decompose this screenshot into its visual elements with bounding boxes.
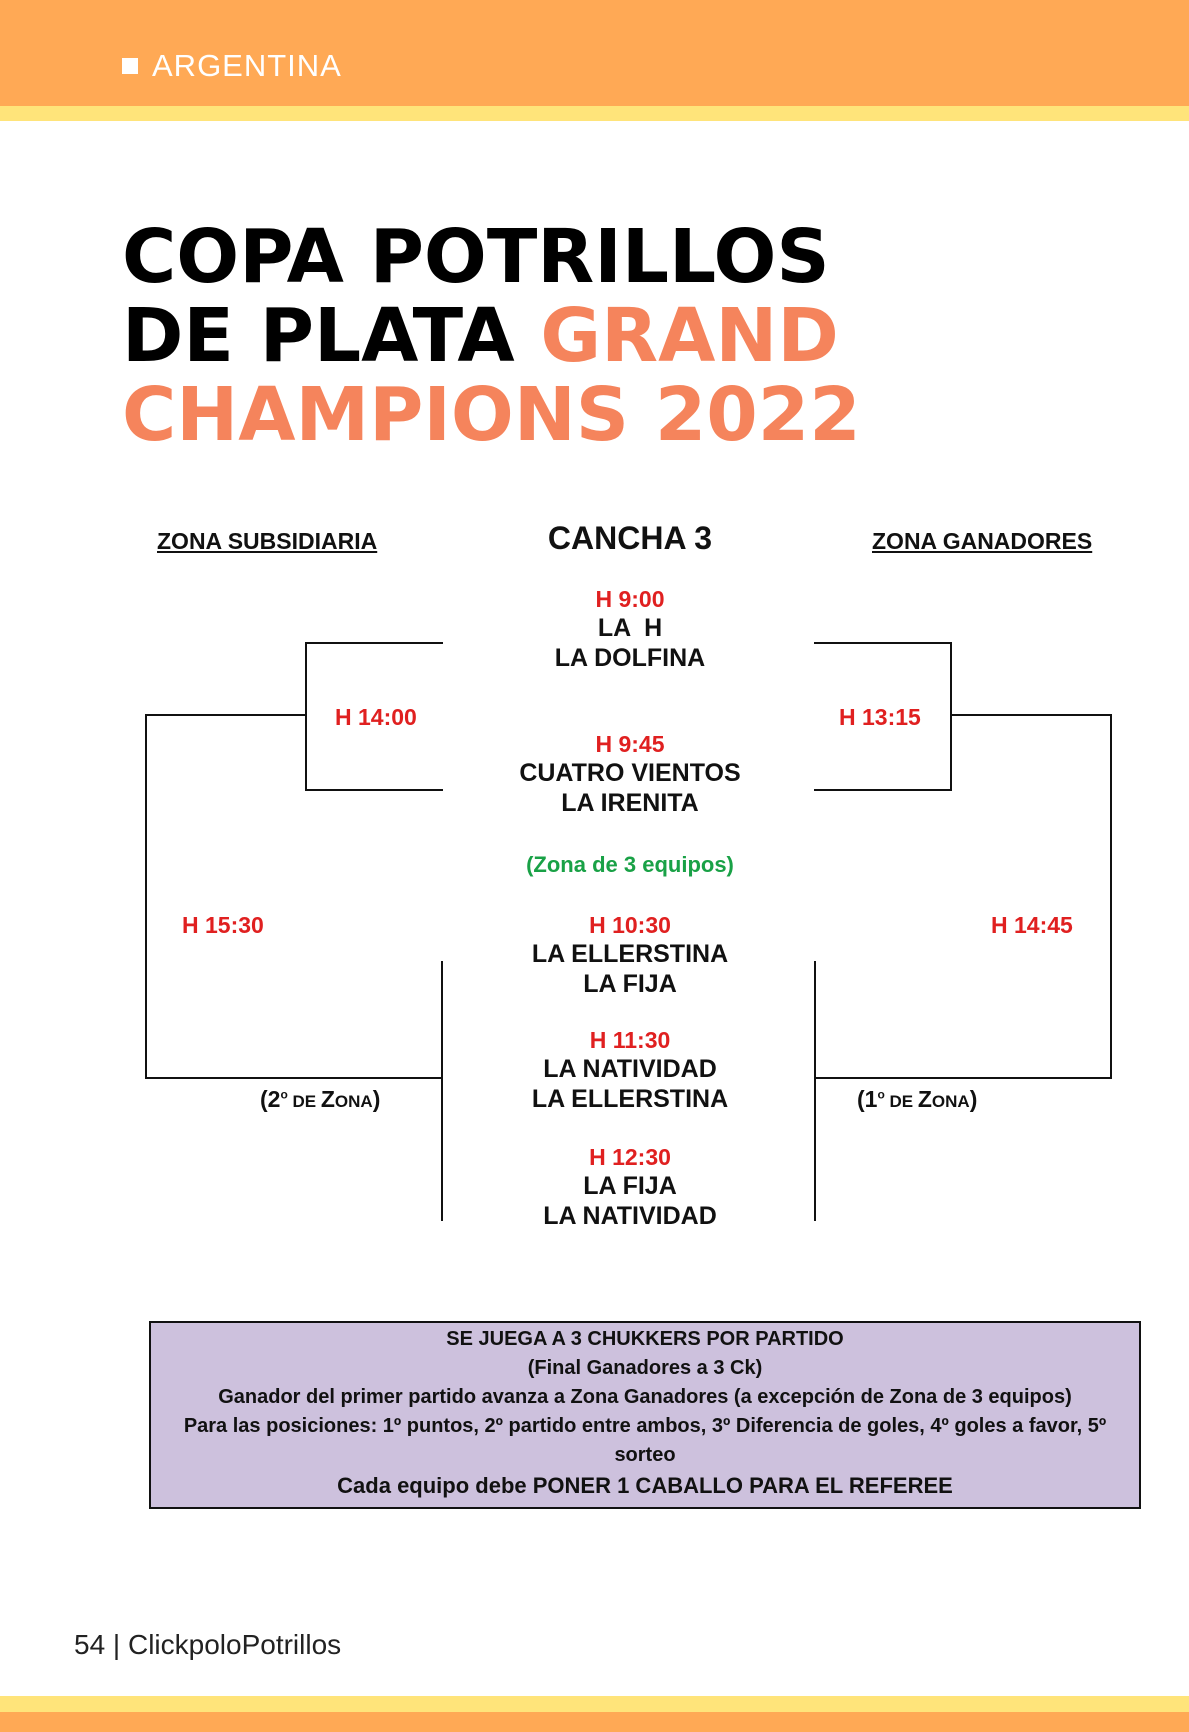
match-team: LA FIJA — [583, 970, 677, 998]
bracket-line — [950, 642, 952, 791]
match-time: H 9:00 — [595, 586, 665, 612]
title-line-2-accent: GRAND — [540, 293, 839, 379]
bracket-line — [1110, 714, 1112, 1079]
bracket-line — [145, 1077, 443, 1079]
match-5 — [440, 1143, 820, 1231]
left-semifinal-time: H 14:00 — [335, 704, 417, 730]
right-zone-heading: ZONA GANADORES — [872, 528, 1093, 554]
right-final-time: H 14:45 — [991, 912, 1073, 938]
match-time: H 11:30 — [589, 1027, 671, 1053]
match-time: H 10:30 — [589, 912, 671, 938]
rules-line: Ganador del primer partido avanza a Zona Ganadores (a excepción de Zona de 3 equipos) — [218, 1386, 1072, 1408]
left-zone-position: (2$^o$ DE ZONA) — [260, 1086, 381, 1112]
right-semifinal-time: H 13:15 — [839, 704, 921, 730]
match-team: LA NATIVIDAD — [543, 1055, 717, 1083]
match-1 — [440, 585, 820, 673]
rules-line: Para las posiciones: 1º puntos, 2º partido entre ambos, 3º Diferencia de goles, 4º goles a favor, 5º sorteo — [183, 1415, 1107, 1466]
square-bullet-icon — [122, 58, 138, 74]
match-team: CUATRO VIENTOS — [519, 759, 741, 787]
left-final-time: H 15:30 — [182, 912, 264, 938]
bracket-line — [145, 714, 307, 716]
title-line-1: COPA POTRILLOS — [122, 214, 830, 300]
bracket-line — [305, 642, 443, 644]
match-time: H 12:30 — [589, 1144, 671, 1170]
section-label — [122, 48, 342, 84]
bracket-line — [305, 789, 443, 791]
page-title — [122, 214, 861, 458]
footer-stripe — [0, 1696, 1189, 1712]
match-2 — [440, 730, 820, 818]
section-name: ARGENTINA — [152, 48, 342, 83]
match-team: LA FIJA — [583, 1172, 677, 1200]
left-zone-heading: ZONA SUBSIDIARIA — [157, 528, 378, 554]
match-team: LA DOLFINA — [554, 644, 706, 672]
footer-band — [0, 1712, 1189, 1732]
bracket-line — [305, 642, 307, 791]
match-time: H 9:45 — [595, 731, 665, 757]
zone-of-three-note: (Zona de 3 equipos) — [526, 852, 734, 877]
court-heading: CANCHA 3 — [547, 520, 713, 556]
bracket-line — [814, 789, 952, 791]
match-team: LA H — [597, 614, 663, 642]
bracket-line — [814, 642, 952, 644]
title-line-3: CHAMPIONS 2022 — [122, 372, 861, 458]
match-team: LA NATIVIDAD — [543, 1202, 717, 1230]
rules-line: (Final Ganadores a 3 Ck) — [527, 1357, 763, 1379]
header-stripe — [0, 106, 1189, 121]
bracket-line — [145, 714, 147, 1079]
bracket-line — [950, 714, 1112, 716]
right-zone-position: (1$^o$ DE ZONA) — [857, 1086, 978, 1112]
bracket-line — [814, 1077, 1112, 1079]
match-team: LA ELLERSTINA — [531, 1085, 729, 1113]
rules-box — [149, 1321, 1141, 1509]
rules-referee-note: Cada equipo debe PONER 1 CABALLO PARA EL REFEREE — [337, 1473, 953, 1498]
match-team: LA IRENITA — [561, 789, 699, 817]
match-team: LA ELLERSTINA — [531, 940, 729, 968]
page-footer: 54 | ClickpoloPotrillos — [74, 1629, 342, 1660]
rules-line: SE JUEGA A 3 CHUKKERS POR PARTIDO — [446, 1328, 844, 1350]
title-line-2: DE PLATA — [122, 293, 515, 379]
match-4 — [440, 1026, 820, 1114]
match-3 — [440, 911, 820, 999]
